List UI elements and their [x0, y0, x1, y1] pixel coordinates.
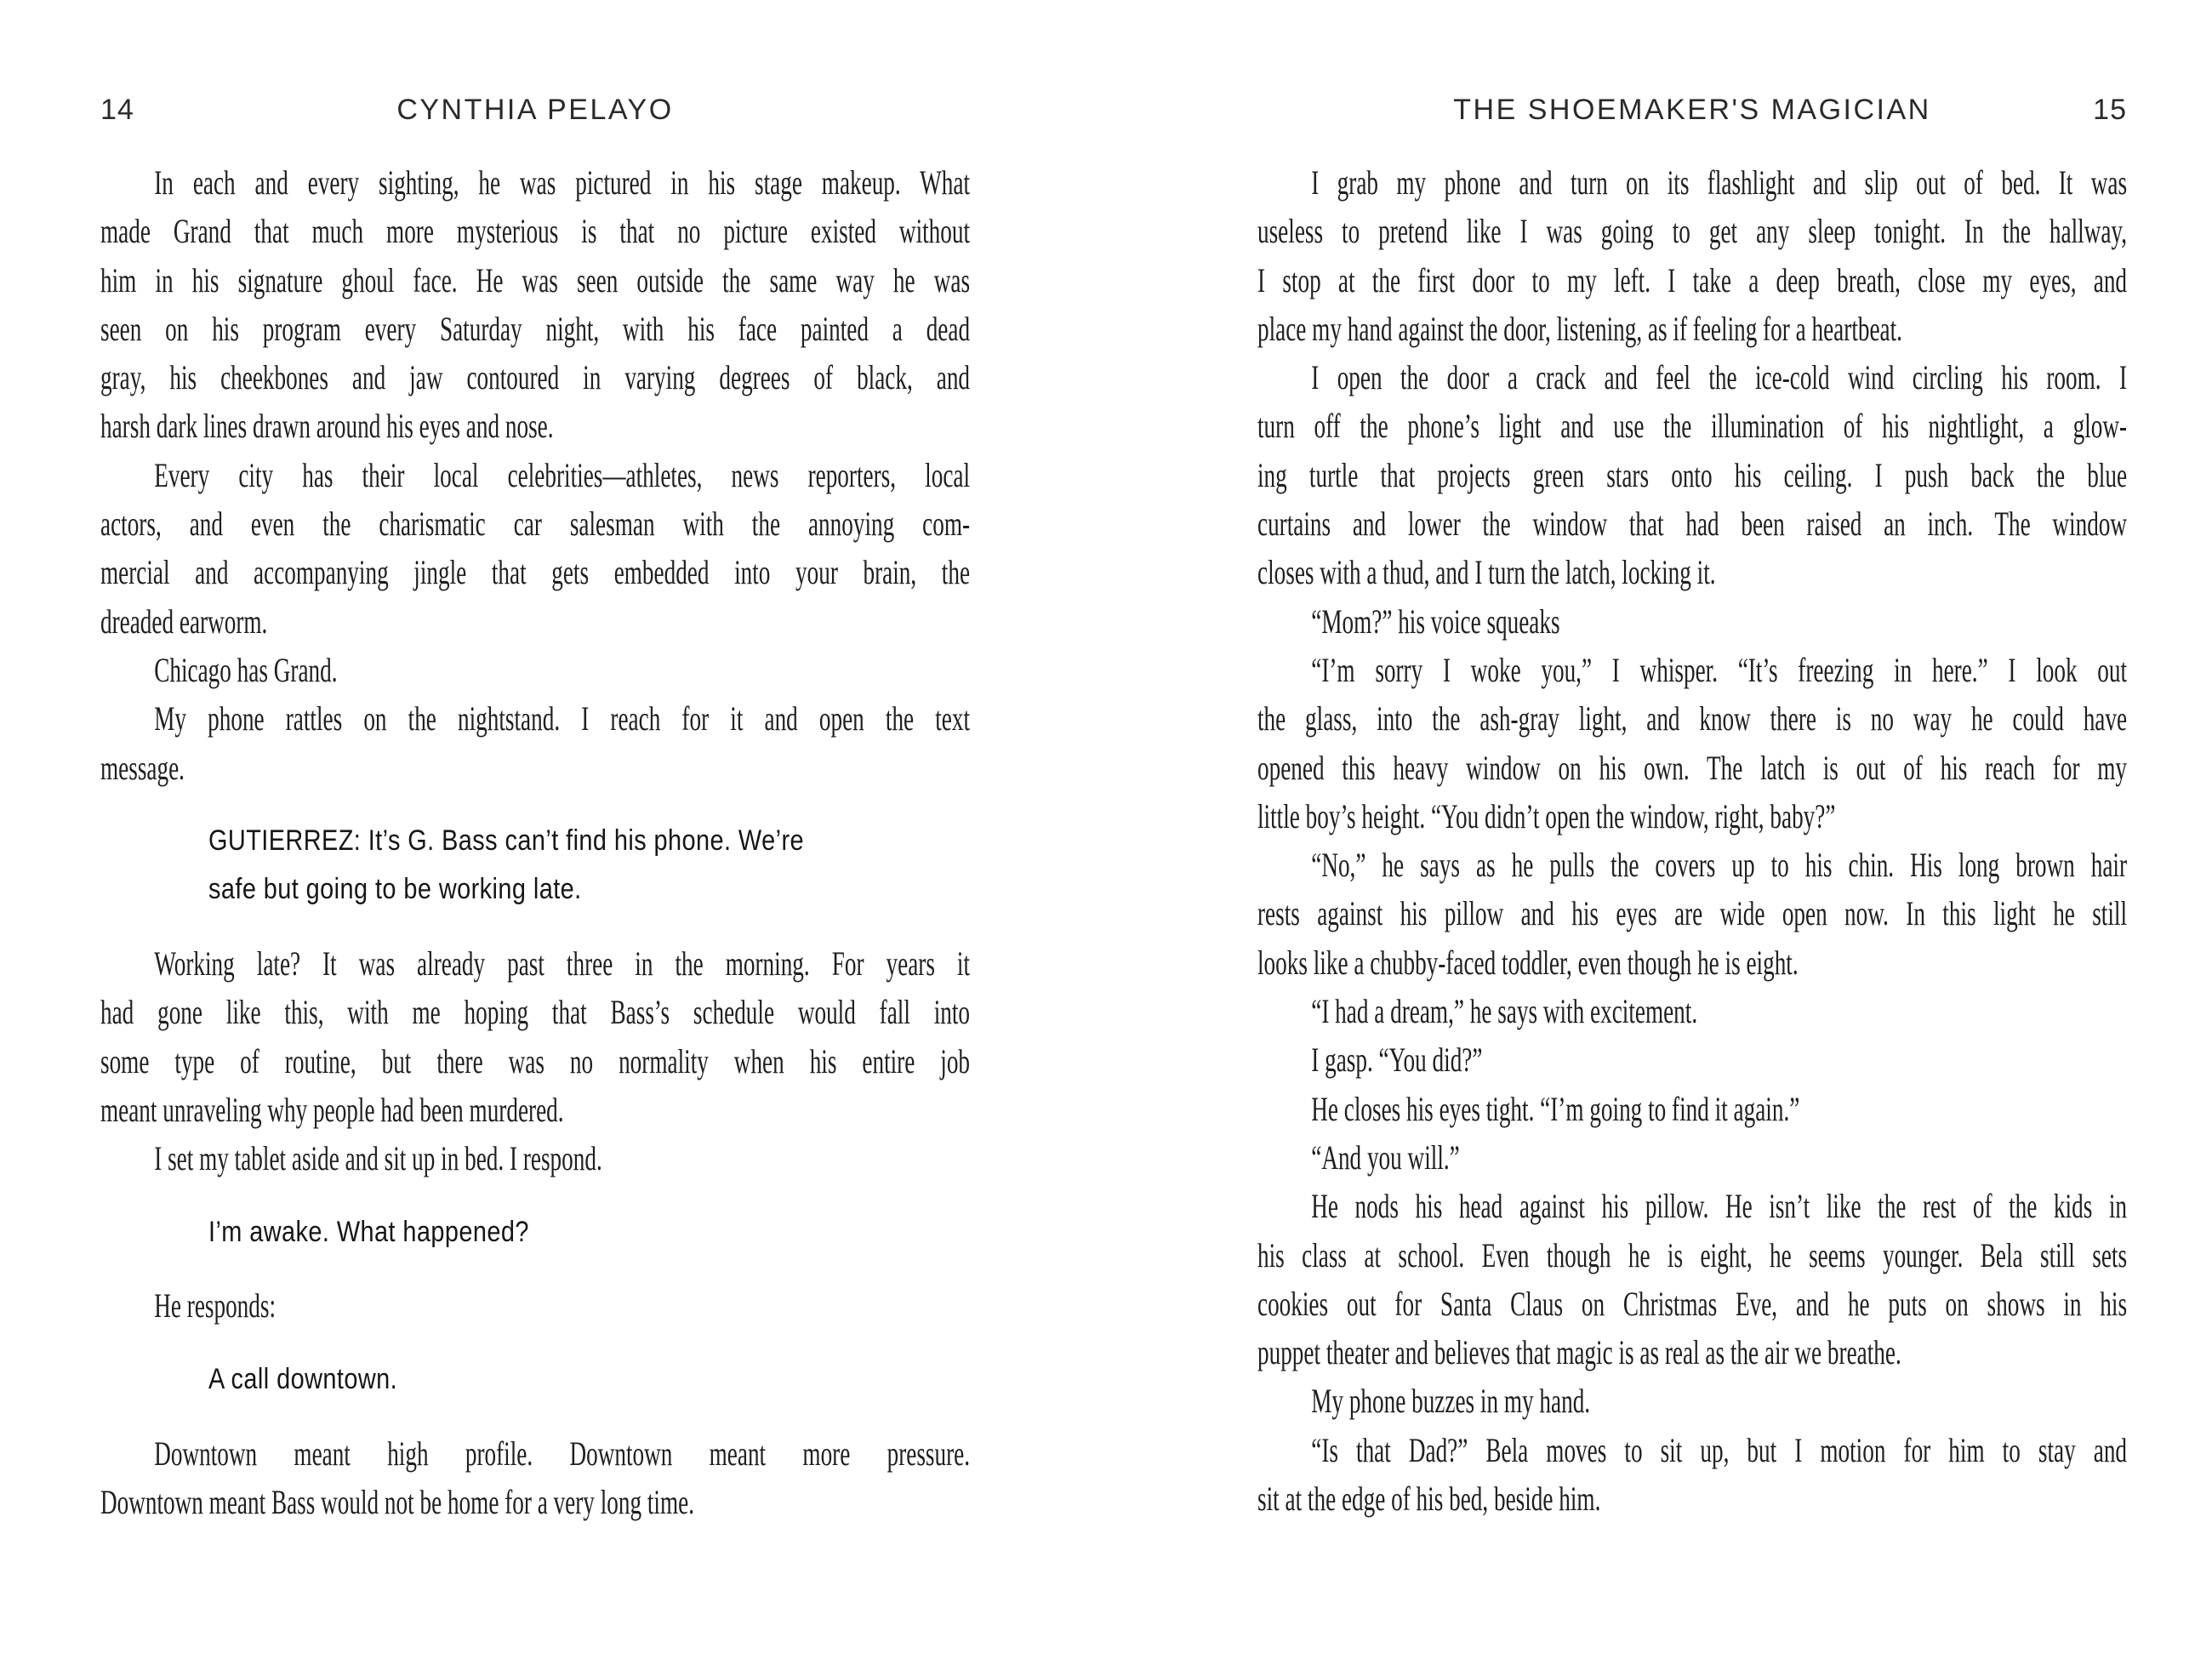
text-line: seen on his program every Saturday night, with his face painted a dead: [100, 309, 971, 348]
paragraph: [100, 1429, 970, 1527]
text-line: “And you will.”: [1311, 1137, 1460, 1177]
text-line: I stop at the first door to my left. I take a deep breath, close my eyes, and: [1257, 260, 2128, 299]
paragraph: [1257, 1085, 2127, 1133]
text-line: “Mom?” his voice squeaks: [1311, 601, 1560, 641]
paragraph: [1257, 987, 2127, 1035]
text-line: ing turtle that projects green stars onto his ceiling. I push back the blue: [1257, 455, 2128, 494]
text-line: dreaded earworm.: [100, 601, 268, 641]
text-line: closes with a thud, and I turn the latch, locking it.: [1257, 553, 1716, 592]
paragraph: [1257, 646, 2127, 841]
text-line: him in his signature ghoul face. He was seen outside the same way he was: [100, 260, 971, 299]
text-line: the glass, into the ash-gray light, and know there is no way he could have: [1257, 699, 2128, 738]
text-line: meant unraveling why people had been murdered.: [100, 1090, 564, 1129]
text-line: I gasp. “You did?”: [1311, 1040, 1483, 1080]
text-line: looks like a chubby-faced toddler, even though he is eight.: [1257, 943, 1799, 982]
text-line: I open the door a crack and feel the ice-cold wind circling his room. I: [1311, 358, 2128, 397]
paragraph: [1257, 1377, 2127, 1425]
text-line: his class at school. Even though he is eight, he seems younger. Bela still sets: [1257, 1235, 2128, 1274]
text-line: useless to pretend like I was going to get any sleep tonight. In the hallway,: [1257, 212, 2128, 251]
text-line: Downtown meant Bass would not be home for a very long time.: [100, 1482, 695, 1521]
paragraph: [1257, 1182, 2127, 1377]
running-head-author: CYNTHIA PELAYO: [396, 94, 674, 126]
page-15-header: [1257, 92, 2127, 128]
text-line: place my hand against the door, listening, as if feeling for a heartbeat.: [1257, 309, 1902, 348]
paragraph: [1257, 841, 2127, 987]
text-line: Downtown meant high profile. Downtown meant more pressure.: [154, 1434, 971, 1473]
text-line: some type of routine, but there was no normality when his entire job: [100, 1041, 971, 1080]
text-line: He nods his head against his pillow. He isn’t like the rest of the kids in: [1311, 1187, 2128, 1226]
page-number-right: 15: [2093, 94, 2127, 126]
text-line: cookies out for Santa Claus on Christmas Eve, and he puts on shows in his: [1257, 1284, 2128, 1323]
text-line: curtains and lower the window that had been raised an inch. The window: [1257, 505, 2128, 544]
page-number-left: 14: [100, 94, 134, 126]
text-line: gray, his cheekbones and jaw contoured in varying degrees of black, and: [100, 358, 971, 397]
text-message-block: [100, 1355, 970, 1404]
paragraph: [100, 939, 970, 1134]
text-line: “Is that Dad?” Bela moves to sit up, but I motion for him to stay and: [1311, 1430, 2128, 1469]
text-line: My phone buzzes in my hand.: [1311, 1382, 1591, 1421]
text-line: My phone rattles on the nightstand. I reach for it and open the text: [154, 699, 971, 738]
text-line: “No,” he says as he pulls the covers up to his chin. His long brown hair: [1311, 846, 2128, 885]
text-line: actors, and even the charismatic car salesman with the annoying com-: [100, 505, 971, 544]
message-line: safe but going to be working late.: [208, 873, 582, 906]
text-line: He closes his eyes tight. “I’m going to find it again.”: [1311, 1089, 1800, 1128]
text-line: little boy’s height. “You didn’t open the window, right, baby?”: [1257, 796, 1836, 835]
running-head-title: THE SHOEMAKER'S MAGICIAN: [1453, 94, 1931, 126]
text-line: He responds:: [154, 1286, 276, 1325]
page-14: [100, 0, 970, 1659]
text-line: I set my tablet aside and sit up in bed. I respond.: [154, 1139, 602, 1178]
text-message-block: [100, 1208, 970, 1257]
text-line: Working late? It was already past three in the morning. For years it: [154, 944, 971, 983]
message-line: A call downtown.: [208, 1363, 398, 1396]
text-line: I grab my phone and turn on its flashlight and slip out of bed. It was: [1311, 163, 2128, 202]
paragraph: [100, 451, 970, 646]
message-line: GUTIERREZ: It’s G. Bass can’t find his phone. We’re: [208, 824, 805, 858]
paragraph: [100, 1281, 970, 1330]
page-14-body: [100, 158, 970, 1526]
paragraph: [100, 694, 970, 792]
text-line: harsh dark lines drawn around his eyes and nose.: [100, 407, 554, 446]
text-line: sit at the edge of his bed, beside him.: [1257, 1479, 1601, 1519]
text-line: message.: [100, 748, 185, 787]
paragraph: [100, 646, 970, 694]
paragraph: [1257, 1133, 2127, 1182]
text-message-block: [100, 817, 970, 915]
paragraph: [1257, 353, 2127, 596]
text-line: made Grand that much more mysterious is that no picture existed without: [100, 212, 971, 251]
paragraph: [1257, 158, 2127, 353]
text-line: had gone like this, with me hoping that Bass’s schedule would fall into: [100, 993, 971, 1032]
text-line: Chicago has Grand.: [154, 650, 338, 689]
text-line: rests against his pillow and his eyes are wide open now. In this light he still: [1257, 894, 2128, 933]
paragraph: [1257, 1426, 2127, 1524]
paragraph: [100, 1134, 970, 1183]
text-line: mercial and accompanying jingle that gets embedded into your brain, the: [100, 553, 971, 592]
page-14-header: [100, 92, 970, 128]
paragraph: [100, 158, 970, 451]
text-line: Every city has their local celebrities—athletes, news reporters, local: [154, 455, 971, 494]
page-15: [1257, 0, 2127, 1659]
paragraph: [1257, 1035, 2127, 1084]
text-line: turn off the phone’s light and use the illumination of his nightlight, a glow-: [1257, 407, 2128, 446]
message-line: I’m awake. What happened?: [208, 1215, 529, 1248]
text-line: “I had a dream,” he says with excitement.: [1311, 992, 1698, 1031]
paragraph: [1257, 597, 2127, 646]
page-15-body: [1257, 158, 2127, 1523]
text-line: puppet theater and believes that magic is as real as the air we breathe.: [1257, 1333, 1901, 1372]
text-line: In each and every sighting, he was pictured in his stage makeup. What: [154, 163, 971, 202]
text-line: opened this heavy window on his own. The latch is out of his reach for my: [1257, 748, 2128, 787]
text-line: “I’m sorry I woke you,” I whisper. “It’s freezing in here.” I look out: [1311, 650, 2128, 689]
